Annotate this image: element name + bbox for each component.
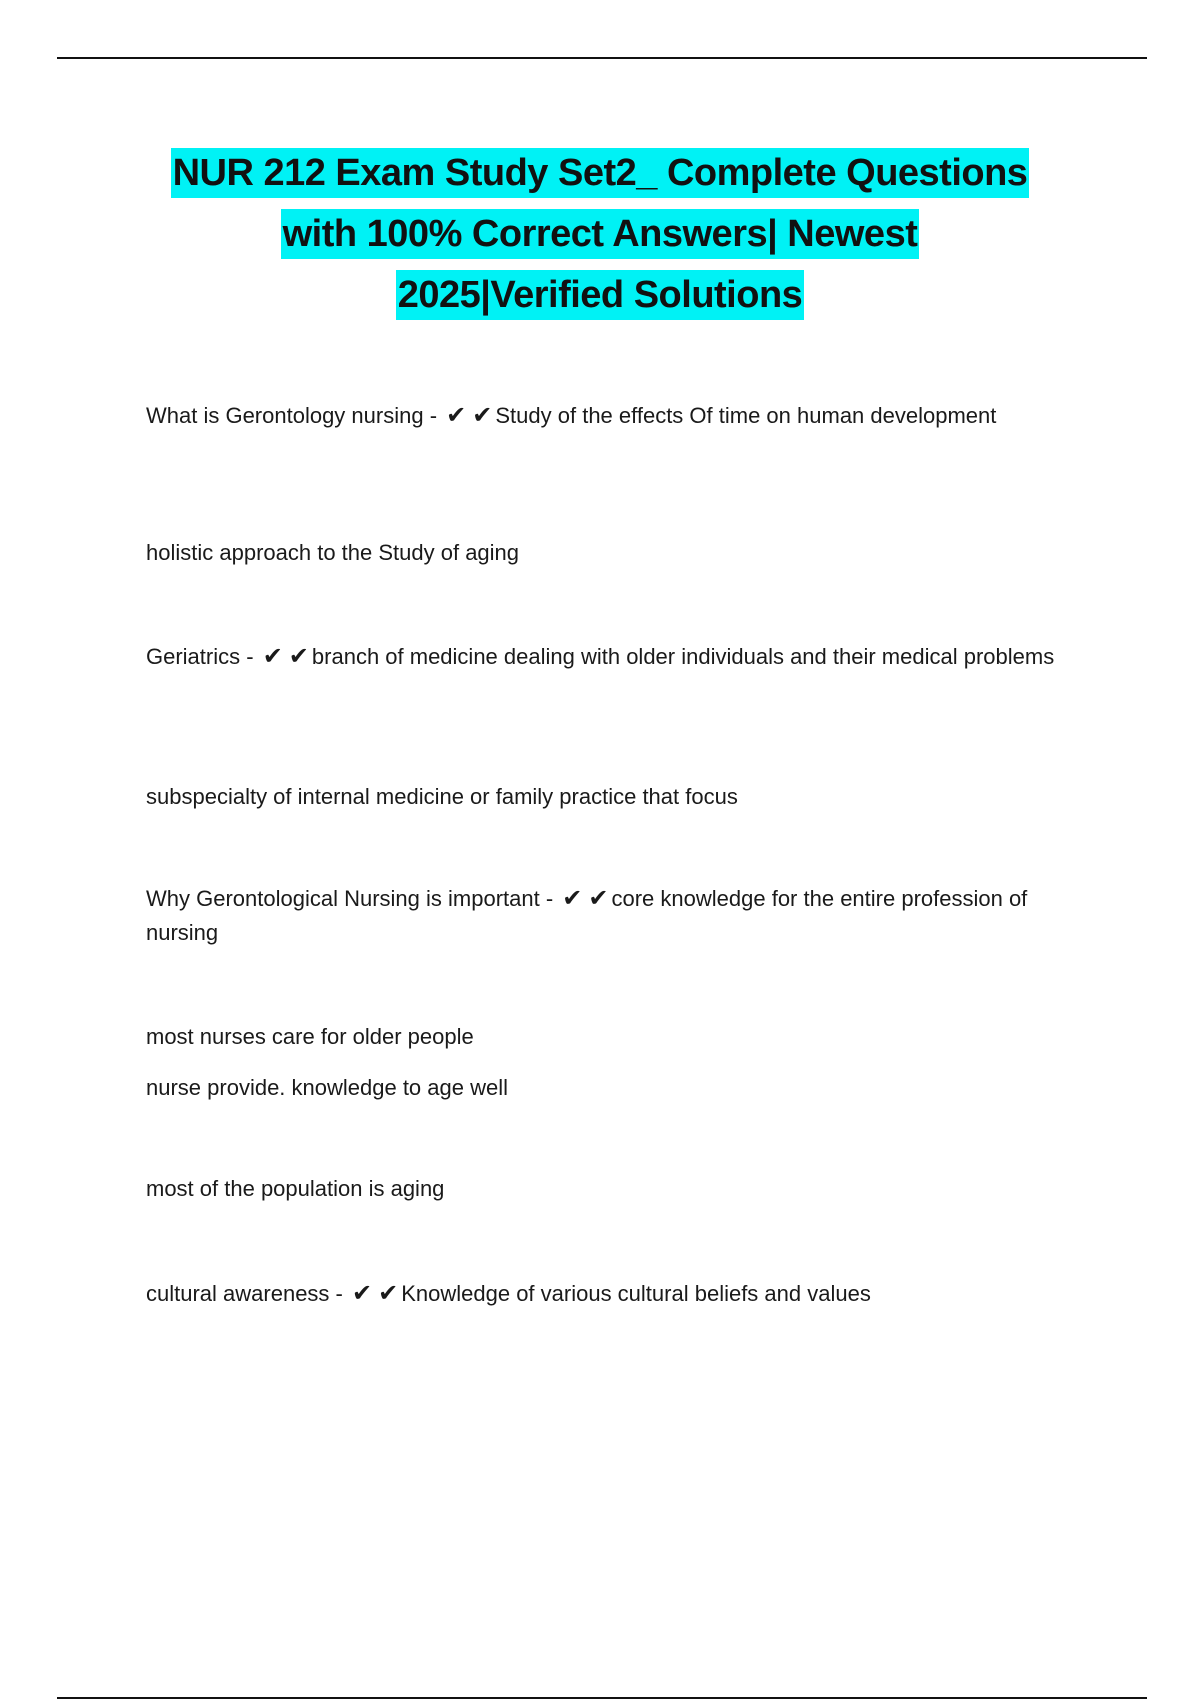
note-item: holistic approach to the Study of aging <box>146 540 520 565</box>
check-icon: ✔ <box>288 643 309 670</box>
title-line-2: with 100% Correct Answers| Newest <box>281 209 920 259</box>
answer: core knowledge for the entire profession of nursing <box>146 886 1028 945</box>
title-line-3: 2025|Verified Solutions <box>396 270 805 320</box>
question: What is Gerontology nursing - <box>146 403 438 428</box>
check-icon: ✔ <box>378 1280 399 1307</box>
qa-item <box>146 1277 1086 1311</box>
bottom-rule <box>57 1697 1147 1699</box>
note-item: most of the population is aging <box>146 1176 445 1201</box>
document-title <box>0 143 1200 326</box>
answer: Study of the effects Of time on human development <box>495 403 997 428</box>
note-item: nurse provide. knowledge to age well <box>146 1075 509 1100</box>
qa-item <box>146 640 1086 674</box>
check-icon: ✔ <box>562 885 583 912</box>
note-item: most nurses care for older people <box>146 1024 474 1049</box>
check-icon: ✔ <box>588 885 609 912</box>
note-item: subspecialty of internal medicine or family practice that focus <box>146 784 738 809</box>
check-icon: ✔ <box>262 643 283 670</box>
qa-item <box>146 399 1086 433</box>
question: Why Gerontological Nursing is important - <box>146 886 554 911</box>
qa-item <box>146 882 1086 950</box>
title-line-1: NUR 212 Exam Study Set2_ Complete Questions <box>171 148 1030 198</box>
top-rule <box>57 57 1147 59</box>
check-icon: ✔ <box>446 402 467 429</box>
check-icon: ✔ <box>472 402 493 429</box>
answer: branch of medicine dealing with older individuals and their medical problems <box>311 644 1055 669</box>
answer: Knowledge of various cultural beliefs and values <box>401 1281 871 1306</box>
question: Geriatrics - <box>146 644 254 669</box>
question: cultural awareness - <box>146 1281 343 1306</box>
check-icon: ✔ <box>352 1280 373 1307</box>
